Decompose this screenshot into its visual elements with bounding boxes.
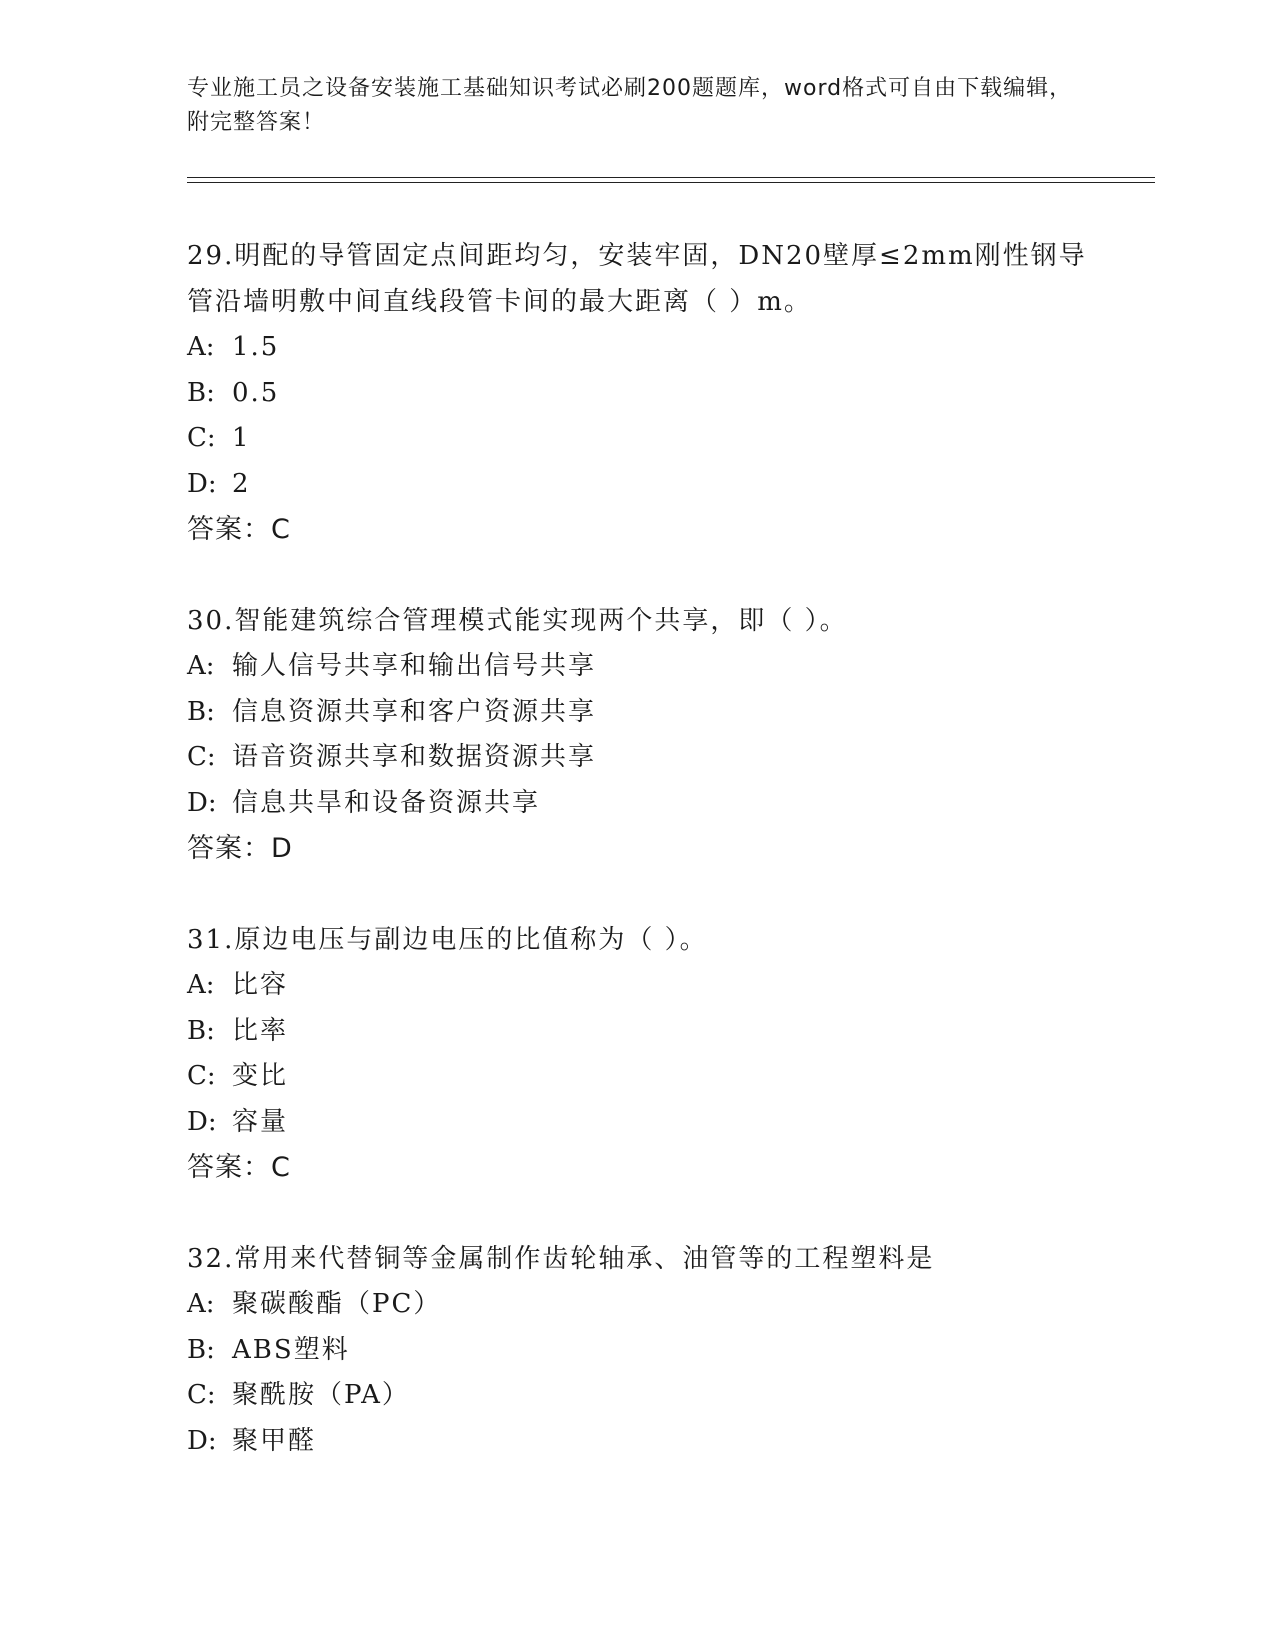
option-letter: B: (187, 1334, 215, 1365)
option-text: 变比 (232, 1061, 289, 1091)
question-stem: 30.智能建筑综合管理模式能实现两个共享，即（ ）。 (187, 606, 848, 636)
option-text: 比容 (232, 970, 289, 1000)
option-text: 聚甲醛 (232, 1425, 317, 1456)
option-letter: A: (187, 332, 215, 362)
option-b (187, 690, 1087, 736)
option-letter: A: (187, 970, 215, 1000)
option-d (187, 1100, 1087, 1146)
header-divider-top (187, 177, 1155, 178)
option-text: 输人信号共享和输出信号共享 (232, 651, 597, 681)
option-a (187, 325, 1087, 371)
question-stem: 32.常用来代替铜等金属制作齿轮轴承、油管等的工程塑料是 (187, 1244, 935, 1274)
option-a (187, 1282, 1087, 1328)
option-c (187, 735, 1087, 781)
option-text: 聚酰胺（PA） (232, 1380, 410, 1410)
option-c (187, 1373, 1087, 1419)
option-text: 比率 (232, 1015, 289, 1046)
option-text: 信息资源共享和客户资源共享 (232, 696, 597, 727)
option-text: 2 (232, 468, 251, 499)
question-stem: 31.原边电压与副边电压的比值称为（ ）。 (187, 925, 708, 955)
option-text: 0.5 (232, 377, 280, 408)
option-d (187, 1419, 1087, 1465)
question-29 (187, 233, 1087, 553)
option-letter: B: (187, 1015, 215, 1046)
question-30 (187, 598, 1087, 872)
question-32 (187, 1236, 1087, 1464)
question-31 (187, 917, 1087, 1191)
answer-line: 答案：C (187, 514, 291, 545)
option-letter: D: (187, 787, 217, 818)
option-b (187, 371, 1087, 417)
option-letter: A: (187, 1289, 215, 1319)
option-c (187, 1054, 1087, 1100)
option-text: 1.5 (232, 332, 280, 362)
option-letter: C: (187, 423, 216, 453)
option-text: ABS塑料 (232, 1334, 350, 1365)
header-divider-bottom (187, 182, 1155, 183)
option-letter: C: (187, 1061, 216, 1091)
option-a (187, 963, 1087, 1009)
option-letter: C: (187, 742, 216, 772)
option-text: 信息共旱和设备资源共享 (232, 787, 541, 818)
option-a (187, 644, 1087, 690)
option-c (187, 416, 1087, 462)
answer-line: 答案：D (187, 833, 293, 864)
option-d (187, 462, 1087, 508)
option-d (187, 781, 1087, 827)
option-text: 容量 (232, 1106, 289, 1137)
option-letter: C: (187, 1380, 216, 1410)
option-text: 聚碳酸酯（PC） (232, 1289, 442, 1319)
option-letter: A: (187, 651, 215, 681)
option-b (187, 1009, 1087, 1055)
option-letter: B: (187, 696, 215, 727)
document-header (187, 72, 1087, 140)
option-letter: D: (187, 1106, 217, 1137)
option-letter: B: (187, 377, 215, 408)
option-letter: D: (187, 1425, 217, 1456)
question-list (187, 233, 1087, 1509)
option-b (187, 1328, 1087, 1374)
question-stem: 29.明配的导管固定点间距均匀，安装牢固，DN20壁厚≤2mm刚性钢导管沿墙明敷中间直线段管卡间的最大距离（ ）m。 (187, 241, 1087, 317)
answer-line: 答案：C (187, 1152, 291, 1183)
option-letter: D: (187, 468, 217, 499)
option-text: 语音资源共享和数据资源共享 (232, 742, 597, 772)
option-text: 1 (232, 423, 251, 453)
document-title: 专业施工员之设备安装施工基础知识考试必刷200题题库，word格式可自由下载编辑，附完整答案！ (187, 76, 1073, 135)
